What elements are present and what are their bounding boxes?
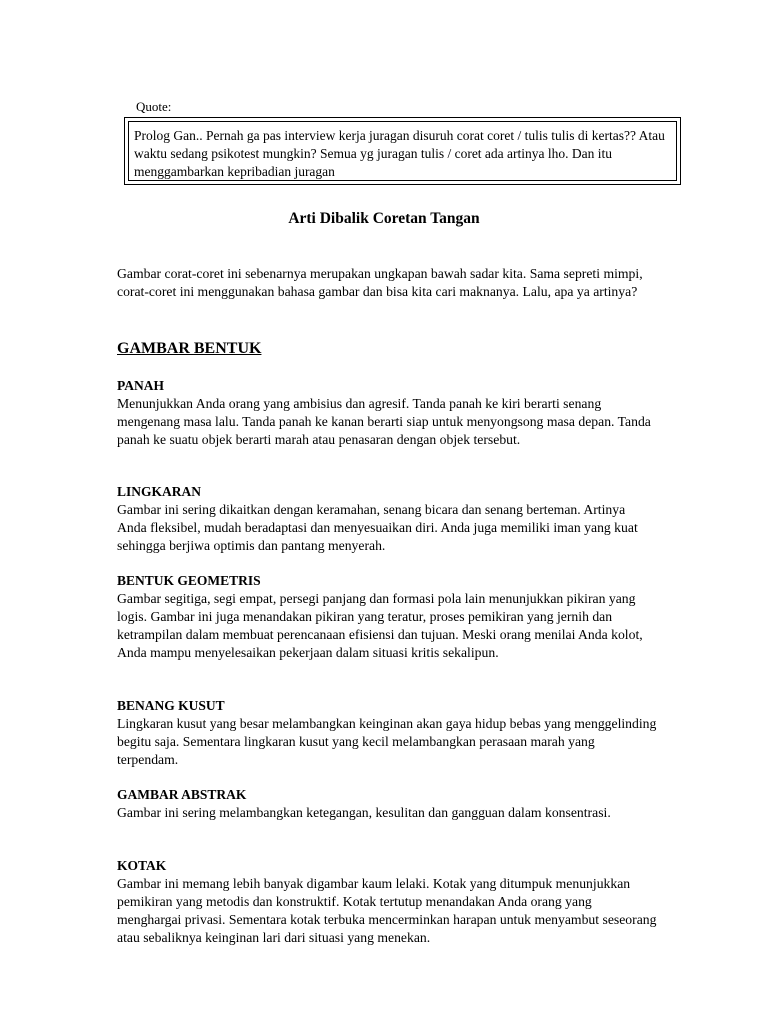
item-lingkaran [117, 483, 657, 555]
page-title: Arti Dibalik Coretan Tangan [288, 210, 480, 227]
item-benang-kusut [117, 697, 657, 769]
item-title: KOTAK [117, 858, 167, 873]
item-panah [117, 377, 657, 449]
item-title: BENANG KUSUT [117, 698, 225, 713]
item-title: GAMBAR ABSTRAK [117, 787, 247, 802]
item-gambar-abstrak [117, 786, 657, 822]
quote-label: Quote: [136, 99, 172, 114]
item-text: Gambar segitiga, segi empat, persegi panjang dan formasi pola lain menunjukkan pikiran yang logis. Gambar ini juga menandakan pikiran yang teratur, proses pemikiran yang jernih dan ketrampilan dalam membuat perencanaan efisiensi dan tujuan. Meski orang menilai Anda kolot, Anda mampu menyelesaikan pekerjaan dalam situasi kritis sekalipun. [117, 591, 643, 660]
item-text: Gambar ini sering dikaitkan dengan keramahan, senang bicara dan senang berteman. Artinya Anda fleksibel, mudah beradaptasi dan menyesuaikan diri. Anda juga memiliki iman yang kuat sehingga berjiwa optimis dan pantang menyerah. [117, 502, 638, 553]
item-title: BENTUK GEOMETRIS [117, 573, 261, 588]
item-text: Gambar ini sering melambangkan ketegangan, kesulitan dan gangguan dalam konsentrasi. [117, 805, 611, 820]
item-text: Menunjukkan Anda orang yang ambisius dan agresif. Tanda panah ke kiri berarti senang mengenang masa lalu. Tanda panah ke kanan berarti siap untuk menyongsong masa depan. Tanda panah ke suatu objek berarti marah atau penasaran dengan objek tersebut. [117, 396, 651, 447]
quote-text: Prolog Gan.. Pernah ga pas interview kerja juragan disuruh corat coret / tulis tulis di kertas?? Atau waktu sedang psikotest mungkin? Semua yg juragan tulis / coret ada artinya lho. Dan itu menggambarkan kepribadian juragan [128, 121, 677, 181]
item-text: Gambar ini memang lebih banyak digambar kaum lelaki. Kotak yang ditumpuk menunjukkan pemikiran yang metodis dan konstruktif. Kotak tertutup menandakan Anda orang yang menghargai privasi. Sementara kotak terbuka mencerminkan harapan untuk menyambut seseorang atau sebaliknya keinginan lari dari situasi yang menekan. [117, 876, 657, 945]
item-text: Lingkaran kusut yang besar melambangkan keinginan akan gaya hidup bebas yang menggelinding begitu saja. Sementara lingkaran kusut yang kecil melambangkan perasaan marah yang terpendam. [117, 716, 657, 767]
item-title: PANAH [117, 378, 164, 393]
item-title: LINGKARAN [117, 484, 202, 499]
item-kotak [117, 857, 657, 947]
section-heading: GAMBAR BENTUK [117, 340, 262, 357]
intro-paragraph: Gambar corat-coret ini sebenarnya merupakan ungkapan bawah sadar kita. Sama sepreti mimpi, corat-coret ini menggunakan bahasa gambar dan bisa kita cari maknanya. Lalu, apa ya artinya? [117, 266, 643, 299]
quote-box [124, 117, 681, 185]
item-bentuk-geometris [117, 572, 657, 662]
